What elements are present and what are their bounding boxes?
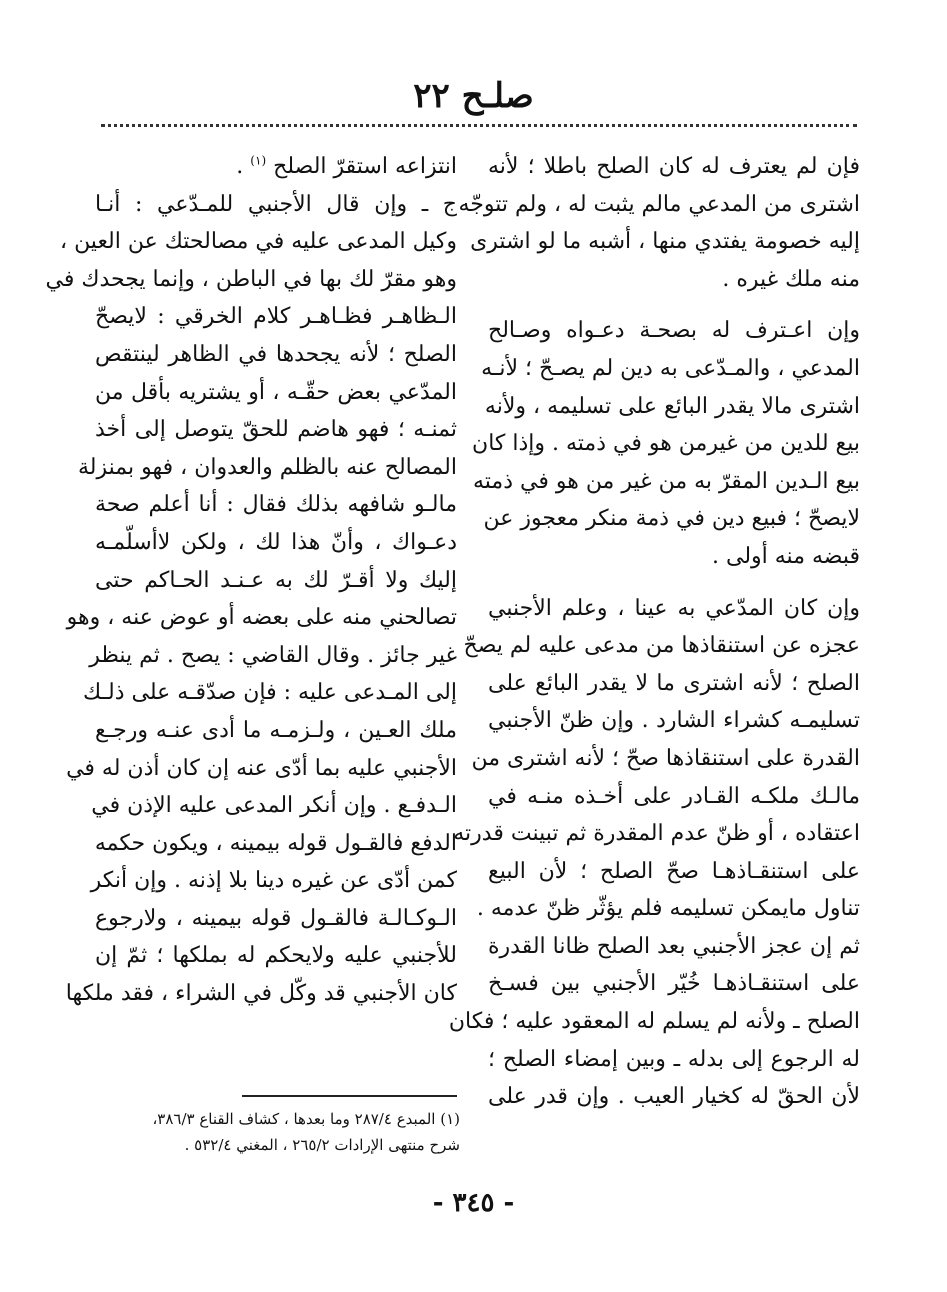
text-line: كمن أدّى عن غيره دينا بلا إذنه . وإن أنكر <box>90 868 457 894</box>
footnotes <box>95 1106 460 1158</box>
page-title: صلـح ٢٢ <box>413 76 534 116</box>
text-line: مالـك ملكـه القـادر على أخـذه منـه في <box>488 783 860 809</box>
text-line: وإن كان المدّعي به عينا ، وعلم الأجنبي <box>488 595 860 621</box>
text-line: المدّعي بعض حقّـه ، أو يشتريه بأقل من <box>95 379 457 405</box>
text-line: مالـو شافهه بذلك فقال : أنا أعلم صحة <box>95 492 457 518</box>
text-line: غير جائز . وقال القاضي : يصح . ثم ينظر <box>89 642 457 668</box>
text-line-content: انتزاعه استقرّ الصلح <box>273 154 457 179</box>
text-line: بيع للدين من غيرمن هو في ذمته . وإذا كان <box>472 431 860 457</box>
footnote-line: (١) المبدع ٢٨٧/٤ وما بعدها ، كشاف القناع ٣٨٦/٣، <box>152 1110 460 1128</box>
text-line: وإن اعـترف له بصحـة دعـواه وصـالح <box>488 318 860 344</box>
text-line: اشترى من المدعي مالم يثبت له ، ولم تتوجّه <box>458 191 860 217</box>
text-line: تسليمـه كشراء الشارد . وإن ظنّ الأجنبي <box>488 708 860 734</box>
text-line: ملك العـين ، ولـزمـه ما أدى عنـه ورجـع <box>95 717 457 743</box>
text-line: انتزاعه استقرّ الصلح $^{(١)}$ . <box>236 153 457 179</box>
header-dotted-rule <box>101 124 857 127</box>
text-line: فإن لم يعترف له كان الصلح باطلا ؛ لأنه <box>488 154 860 179</box>
text-line: المدعي ، والمـدّعى به دين لم يصـحّ ؛ لأنـه <box>481 355 860 381</box>
text-line: للأجنبي عليه ولايحكم له بملكها ؛ ثمّ إن <box>95 943 457 969</box>
text-line: الصلح ؛ لأنه يجحدها في الظاهر لينتقص <box>95 341 457 367</box>
text-line: إلى المـدعى عليه : فإن صدّقـه على ذلـك <box>83 680 457 706</box>
text-line: تصالحني منه على بعضه أو عوض عنه ، وهو <box>66 605 457 631</box>
text-line: الـظاهـر فظـاهـر كلام الخرقي : لايصحّ <box>95 304 457 330</box>
page-number: - ٣٤٥ - <box>432 1188 515 1218</box>
left-text-column <box>45 148 457 1013</box>
text-line: وكيل المدعى عليه في مصالحتك عن العين ، <box>59 229 457 255</box>
text-line: على استنقـاذهـا خُيّر الأجنبي بين فسـخ <box>488 971 860 997</box>
text-line: المصالح عنه بالظلم والعدوان ، فهو بمنزلة <box>78 454 457 480</box>
text-line: على استنقـاذهـا صحّ الصلح ؛ لأن البيع <box>488 858 860 884</box>
footnote-marker: (١) <box>250 153 267 168</box>
text-line: اشترى مالا يقدر البائع على تسليمه ، ولأنه <box>484 393 860 419</box>
text-line: ج ـ وإن قال الأجنبي للمـدّعي : أنـا <box>95 191 457 217</box>
text-line: إليك ولا أقـرّ لك به عـنـد الحـاكم حتى <box>95 567 457 593</box>
text-line: عجزه عن استنقاذها من مدعى عليه لم يصحّ <box>463 633 860 659</box>
text-line: الـوكـالـة فالقـول قوله بيمينه ، ولارجوع <box>95 905 457 931</box>
text-line: إليه خصومة يفتدي منها ، أشبه ما لو اشترى <box>470 229 860 255</box>
text-line: دعـواك ، وأنّ هذا لك ، ولكن لاأسلّمـه <box>95 529 457 555</box>
text-line: له الرجوع إلى بدله ـ وبين إمضاء الصلح ؛ <box>488 1046 860 1072</box>
text-line: ثمنـه ؛ فهو هاضم للحقّ يتوصل إلى أخذ <box>95 417 457 443</box>
text-line: الصلح ـ ولأنه لم يسلم له المعقود عليه ؛ فكان <box>448 1009 860 1035</box>
text-line: تناول مايمكن تسليمه فلم يؤثّر ظنّ عدمه . <box>476 896 860 922</box>
text-line: الصلح ؛ لأنه اشترى ما لا يقدر البائع على <box>488 670 860 696</box>
text-line: لايصحّ ؛ فبيع دين في ذمة منكر معجوز عن <box>483 506 860 532</box>
footnote-line: شرح منتهى الإرادات ٢٦٥/٢ ، المغني ٥٣٢/٤ . <box>184 1136 460 1154</box>
text-line: قبضه منه أولى . <box>712 543 860 569</box>
text-line: اعتقاده ، أو ظنّ عدم المقدرة ثم تبينت قدرته <box>453 821 860 847</box>
text-line: منه ملك غيره . <box>722 266 860 292</box>
footnote-separator <box>242 1095 457 1097</box>
text-line: الدفع فالقـول قوله بيمينه ، ويكون حكمه <box>94 830 457 856</box>
text-line: الأجنبي عليه بما أدّى عنه إن كان أذن له في <box>66 755 457 781</box>
text-line: ثم إن عجز الأجنبي بعد الصلح ظانا القدرة <box>488 933 860 959</box>
text-line: وهو مقرّ لك بها في الباطن ، وإنما يجحدك في <box>45 266 457 292</box>
text-line: الـدفـع . وإن أنكر المدعى عليه الإذن في <box>91 793 457 819</box>
text-line: القدرة على استنقاذها صحّ ؛ لأنه اشترى من <box>471 745 860 771</box>
text-line: كان الأجنبي قد وكّل في الشراء ، فقد ملكها <box>65 981 457 1007</box>
text-line: بيع الـدين المقرّ به من غير من هو في ذمته <box>473 468 860 494</box>
right-text-column <box>448 148 860 1116</box>
text-line: لأن الحقّ له كخيار العيب . وإن قدر على <box>488 1084 860 1110</box>
